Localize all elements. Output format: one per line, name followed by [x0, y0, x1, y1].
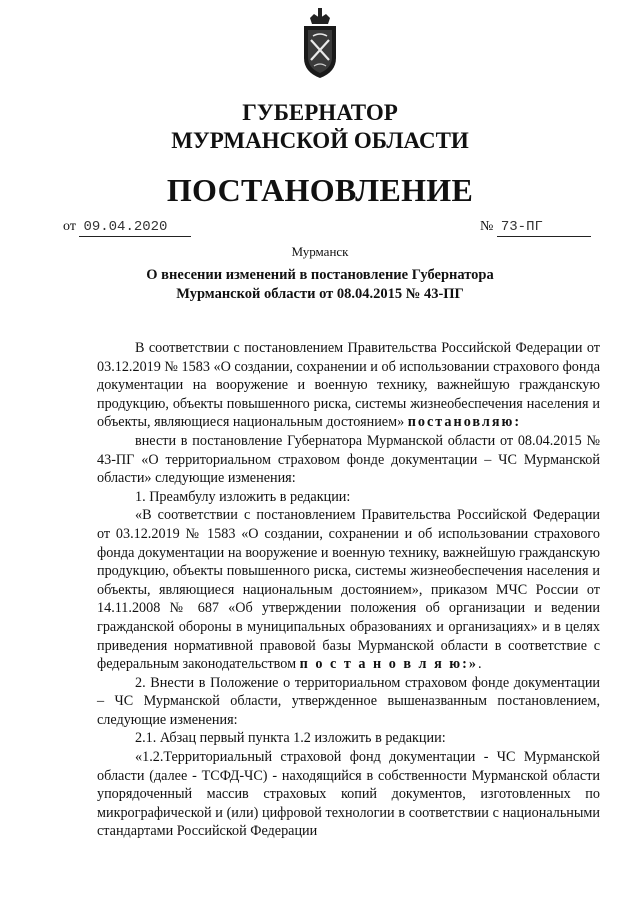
decree-word-quoted: п о с т а н о в л я ю:» — [299, 656, 478, 673]
paragraph-new-preamble: «В соответствии с постановлением Правительства Российской Федерации от 03.12.2019 № 1583 «О создании, сохранении и об использовании страхового фонда документации на вооружение и военную технику, важнейшую гражданскую продукцию, объекты повышенного риска, системы жизнеобеспечения населения и объекты, являющиеся национальным достоянием», приказом МЧС России от 14.11.2008 № 687 «Об утверждении положения об организации и ведении гражданской обороны в муниципальных образованиях и организациях» и в целях приведения нормативной правовой базы Мурманской области в соответствие с федеральным законодательством п о с т а н о в л я ю:». — [97, 507, 600, 673]
document-body — [97, 339, 600, 841]
paragraph-item-1: 1. Преамбулу изложить в редакции: — [135, 488, 351, 505]
city: Мурманск — [291, 244, 349, 259]
number-prefix: № — [480, 219, 494, 234]
date-field — [63, 218, 191, 237]
decree-word: постановляю: — [407, 414, 522, 431]
issuer-title: ГУБЕРНАТОР — [242, 100, 398, 125]
date-prefix: от — [63, 219, 76, 234]
document-type: ПОСТАНОВЛЕНИЕ — [166, 172, 474, 208]
number-field — [480, 218, 591, 237]
paragraph-amend: внести в постановление Губернатора Мурманской области от 08.04.2015 № 43-ПГ «О территориальном страховом фонде документации – ЧС Мурманской области» следующие изменения: — [97, 432, 600, 487]
paragraph-preamble: В соответствии с постановлением Правительства Российской Федерации от 03.12.2019 № 1583 «О создании, сохранении и об использовании страхового фонда документации на вооружение и военную технику, важнейшую гражданскую продукцию, объекты повышенного риска, системы жизнеобеспечения населения и объекты, являющиеся национальным достоянием» постановляю: — [97, 340, 600, 431]
paragraph-item-2-1: 2.1. Абзац первый пункта 1.2 изложить в редакции: — [135, 730, 446, 747]
number-value: 73-ПГ — [497, 218, 591, 237]
date-value: 09.04.2020 — [79, 218, 191, 237]
paragraph-item-2: 2. Внести в Положение о территориальном страховом фонде документации – ЧС Мурманской области, утвержденное вышеназванным постановлением, следующие изменения: — [97, 674, 600, 728]
paragraph-item-1-2: «1.2.Территориальный страховой фонд документации - ЧС Мурманской области (далее - ТСФД-ЧС) - находящийся в собственности Мурманской области упорядоченный массив страховых копий документов, изготовленных по микрографической и (или) цифровой технологии в соответствии с национальными стандартами Российской Федерации — [97, 749, 600, 840]
document-title: О внесении изменений в постановление Губернатора Мурманской области от 08.04.2015 № 43-ПГ — [146, 267, 494, 302]
coat-of-arms-icon — [300, 8, 340, 80]
issuer-region: МУРМАНСКОЙ ОБЛАСТИ — [171, 128, 469, 153]
